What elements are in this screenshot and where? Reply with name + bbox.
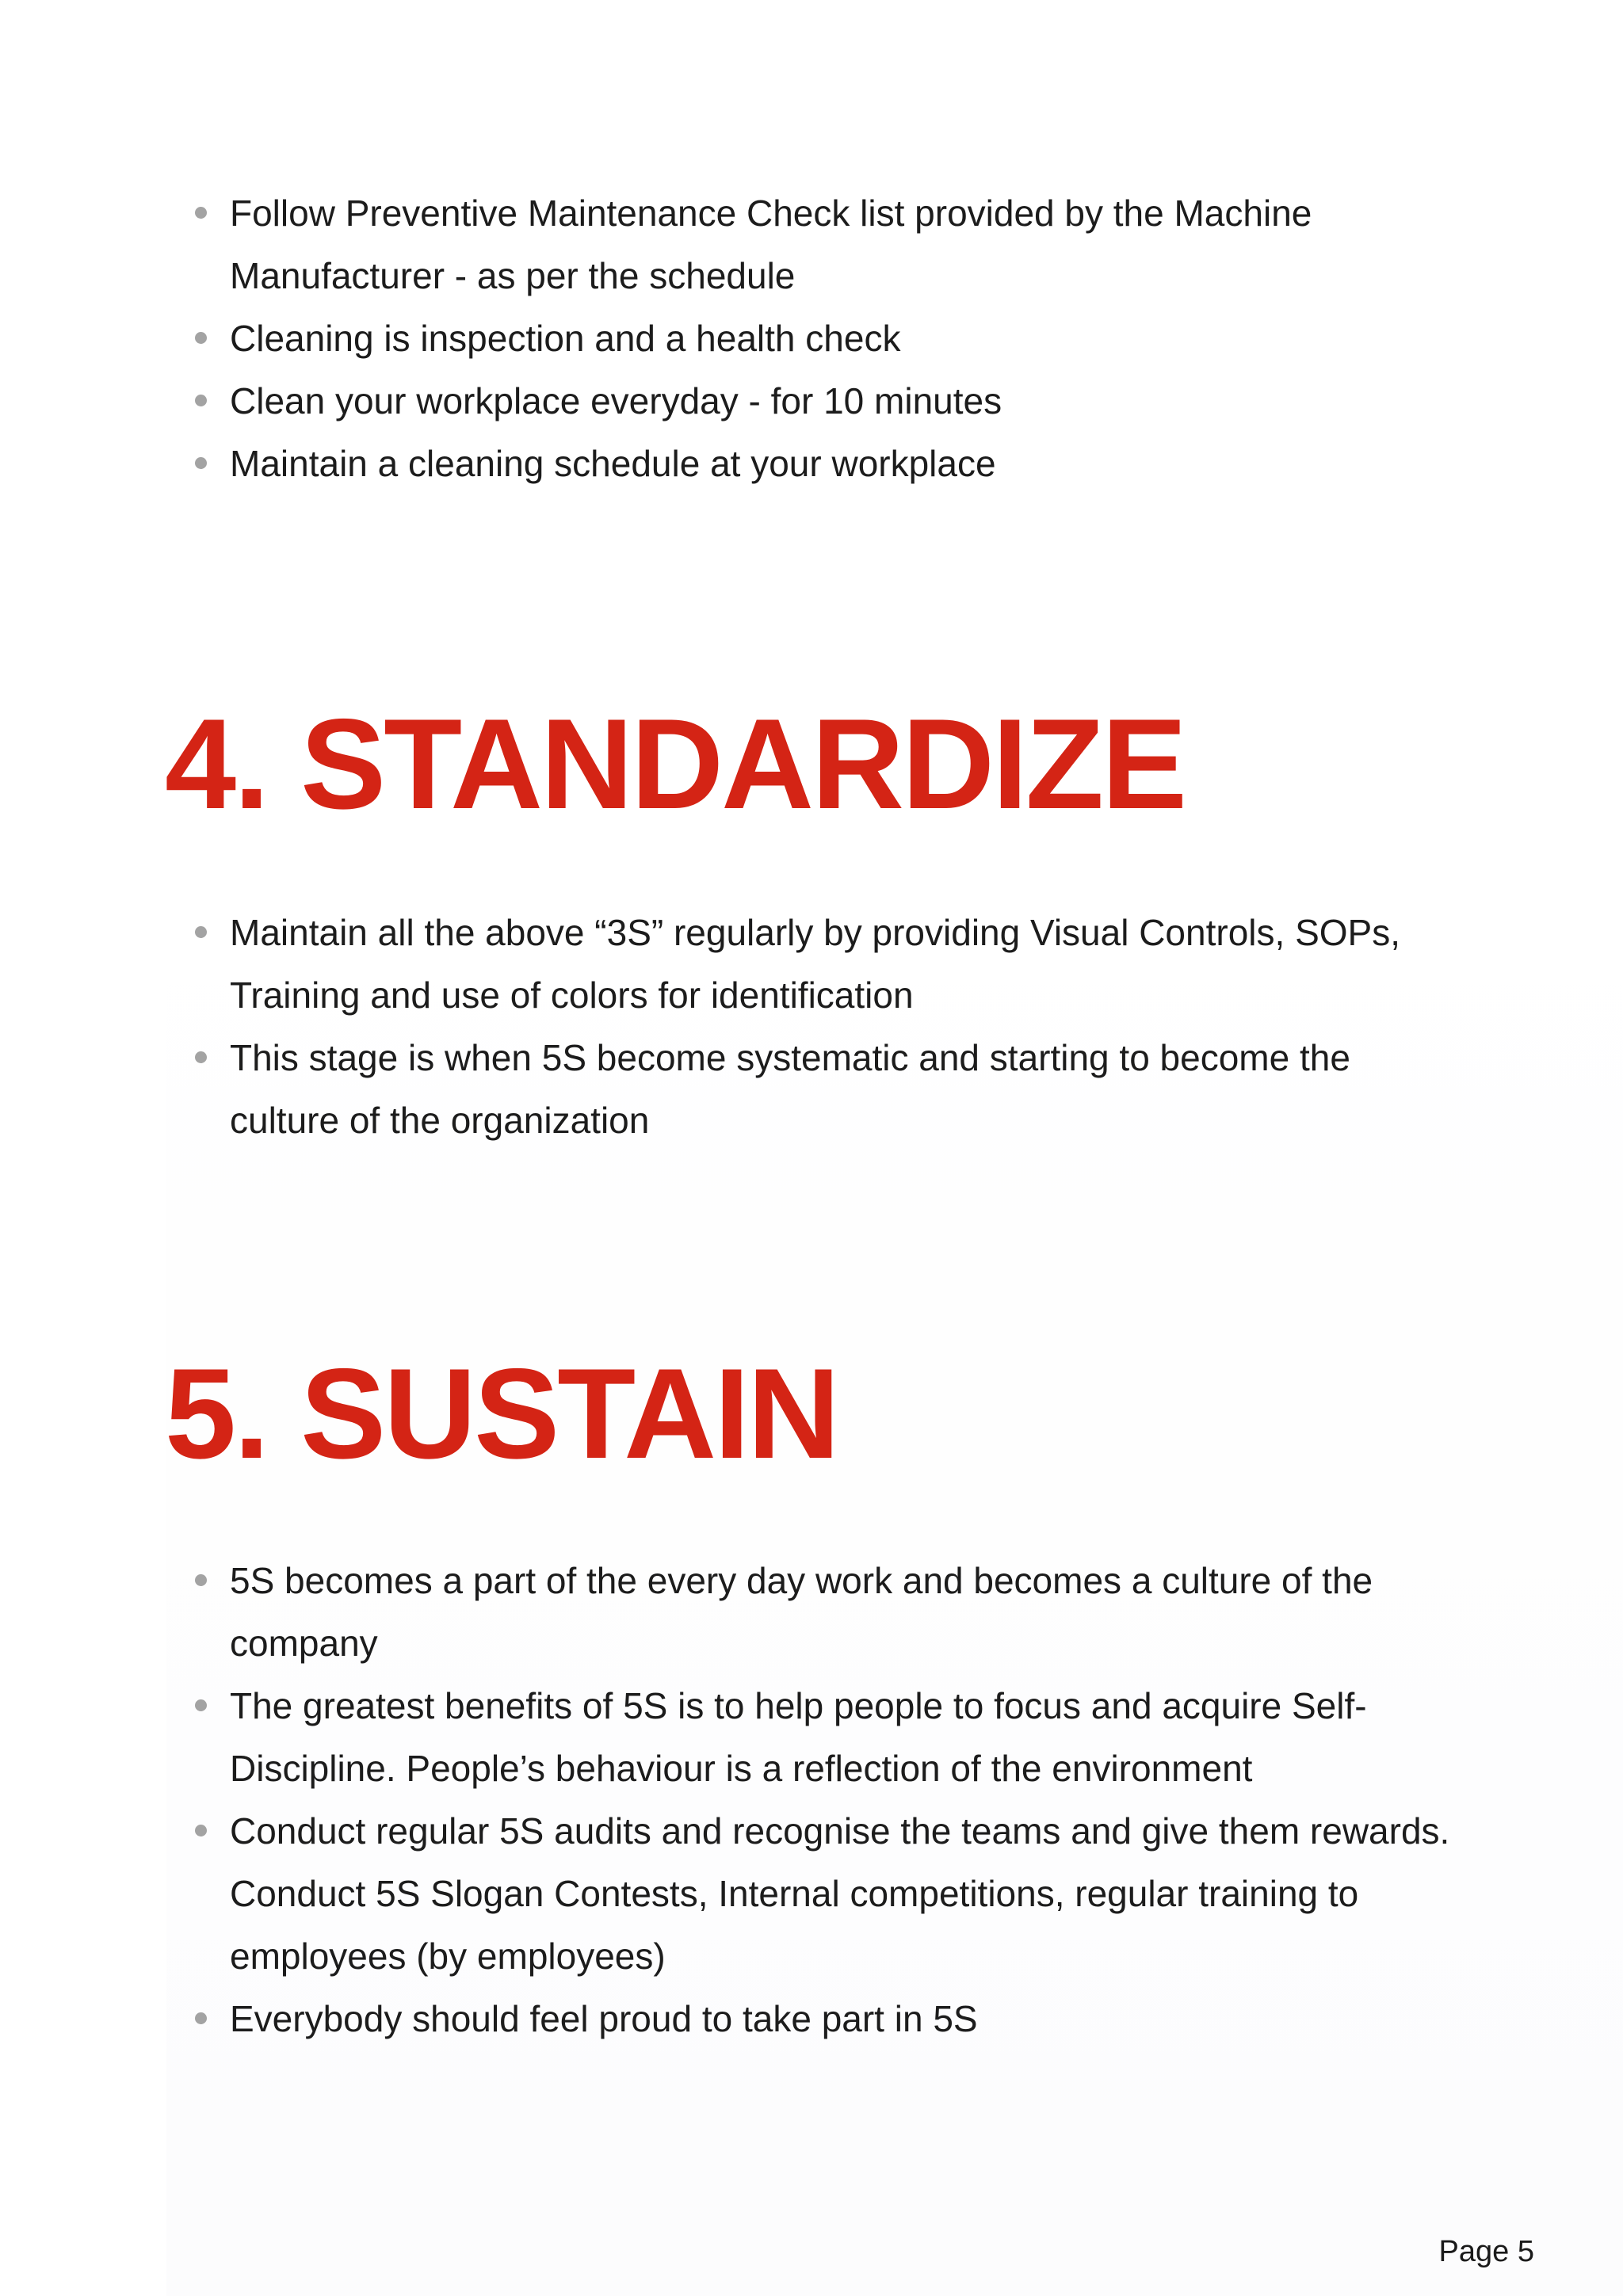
bullet-item: Maintain all the above “3S” regularly by providing Visual Controls, SOPs, Training and use of colors for identification <box>230 902 1466 1027</box>
section-3-bullet-list <box>230 182 1466 495</box>
bullet-item: Maintain a cleaning schedule at your workplace <box>230 433 1466 495</box>
bullet-item: Clean your workplace everyday - for 10 minutes <box>230 370 1466 433</box>
bullet-item: Follow Preventive Maintenance Check list provided by the Machine Manufacturer - as per the schedule <box>230 182 1466 307</box>
bullet-item: 5S becomes a part of the every day work and becomes a culture of the company <box>230 1550 1466 1675</box>
bullet-item: This stage is when 5S become systematic and starting to become the culture of the organization <box>230 1027 1466 1152</box>
bullet-item: Conduct regular 5S audits and recognise the teams and give them rewards. Conduct 5S Slogan Contests, Internal competitions, regular training to employees (by employees) <box>230 1800 1466 1988</box>
sustain-heading: 5. SUSTAIN <box>165 1342 838 1486</box>
standardize-heading: 4. STANDARDIZE <box>165 692 1186 836</box>
section-4-bullet-list <box>230 902 1466 1152</box>
bullet-item: Everybody should feel proud to take part in 5S <box>230 1988 1466 2050</box>
bullet-item: Cleaning is inspection and a health check <box>230 307 1466 370</box>
section-5-bullet-list <box>230 1550 1466 2050</box>
page-number: Page 5 <box>1438 2235 1534 2268</box>
bullet-item: The greatest benefits of 5S is to help people to focus and acquire Self-Discipline. People’s behaviour is a reflection of the environment <box>230 1675 1466 1800</box>
